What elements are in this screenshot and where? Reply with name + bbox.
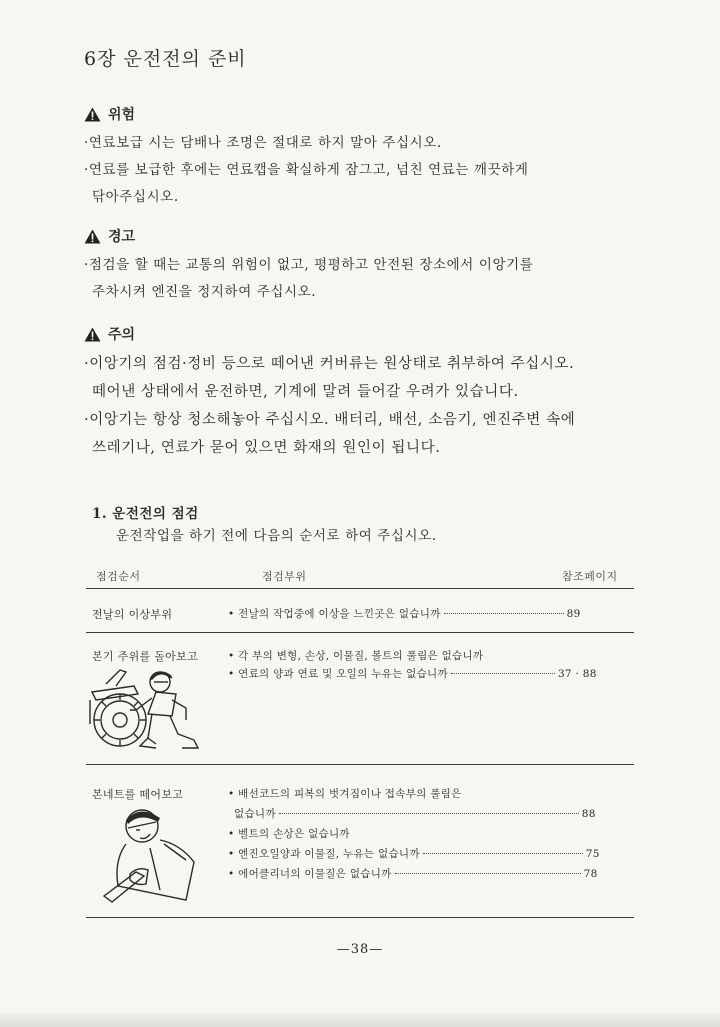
caution-line-3: ·이앙기는 항상 청소해놓아 주십시오. 배터리, 배선, 소음기, 엔진주변 속에 bbox=[84, 412, 576, 428]
warning-triangle-icon bbox=[84, 327, 101, 342]
caution-line-2: 떼어낸 상태에서 운전하면, 기계에 말려 들어갈 우려가 있습니다. bbox=[92, 384, 519, 400]
row-label-bonnet: 본네트를 떼어보고 bbox=[92, 788, 184, 801]
section-subtext: 운전작업을 하기 전에 다음의 순서로 하여 주십시오. bbox=[116, 528, 437, 544]
header-reference-page: 참조페이지 bbox=[562, 570, 618, 583]
table-row-item: • 배선코드의 피복의 벗겨짐이나 접속부의 풀림은 bbox=[228, 788, 462, 800]
table-divider bbox=[86, 917, 634, 918]
table-row-item: • 전날의 작업중에 이상을 느낀곳은 없습니까 89 bbox=[228, 608, 581, 620]
warning-notice bbox=[84, 226, 533, 306]
header-inspection-part: 점검부위 bbox=[262, 570, 307, 583]
warning-triangle-icon bbox=[84, 229, 101, 244]
warning-line-2: 주차시켜 엔진을 정지하여 주십시오. bbox=[92, 284, 317, 300]
table-row-item: • 연료의 양과 연료 및 오일의 누유는 없습니까 37 · 88 bbox=[228, 668, 597, 680]
danger-line-1: ·연료보급 시는 담배나 조명은 절대로 하지 말아 주십시오. bbox=[84, 135, 442, 151]
table-divider bbox=[86, 764, 634, 765]
section-heading: 1. 운전전의 점검 bbox=[92, 506, 199, 522]
reference-page: 37 · 88 bbox=[557, 668, 597, 680]
caution-line-4: 쓰레기나, 연료가 묻어 있으면 화재의 원인이 됩니다. bbox=[92, 440, 441, 456]
reference-page: 89 bbox=[566, 608, 581, 620]
chapter-title: 6장 운전전의 준비 bbox=[84, 48, 247, 70]
warning-title: 경고 bbox=[108, 229, 136, 245]
table-divider bbox=[86, 588, 634, 589]
warning-line-1: ·점검을 할 때는 교통의 위험이 없고, 평평하고 안전된 장소에서 이앙기를 bbox=[84, 257, 534, 273]
danger-notice bbox=[84, 104, 529, 211]
danger-line-3: 닦아주십시오. bbox=[92, 189, 179, 205]
reference-page: 88 bbox=[581, 808, 596, 820]
table-row-item: • 각 부의 변형, 손상, 이물질, 볼트의 풀림은 없습니까 bbox=[228, 650, 484, 662]
worker-with-wrench-illustration bbox=[90, 800, 200, 912]
reference-page: 78 bbox=[583, 868, 598, 880]
row-label-previous-day: 전날의 이상부위 bbox=[92, 608, 173, 621]
danger-line-2: ·연료를 보급한 후에는 연료캡을 확실하게 잠그고, 넘친 연료는 깨끗하게 bbox=[84, 162, 529, 178]
caution-notice bbox=[84, 324, 575, 462]
scan-edge bbox=[0, 1013, 720, 1027]
table-row-item: • 엔진오일양과 이물질, 누유는 없습니까 75 bbox=[228, 848, 600, 860]
danger-title: 위험 bbox=[108, 107, 136, 123]
row-label-walk-around: 본기 주위를 돌아보고 bbox=[92, 650, 198, 663]
table-row-item: • 벨트의 손상은 없습니까 bbox=[228, 828, 350, 840]
table-divider bbox=[86, 632, 634, 633]
warning-triangle-icon bbox=[84, 107, 101, 122]
caution-line-1: ·이앙기의 점검·정비 등으로 떼어낸 커버류는 원상태로 취부하여 주십시오. bbox=[84, 356, 575, 372]
page-number: —38— bbox=[336, 942, 384, 957]
table-row-item: • 에어클리너의 이물질은 없습니까 78 bbox=[228, 868, 598, 880]
caution-title: 주의 bbox=[108, 327, 136, 343]
reference-page: 75 bbox=[585, 848, 600, 860]
worker-inspecting-wheel-illustration bbox=[86, 664, 210, 756]
table-row-item: 없습니까 88 bbox=[234, 808, 596, 820]
header-inspection-order: 점검순서 bbox=[96, 570, 141, 583]
